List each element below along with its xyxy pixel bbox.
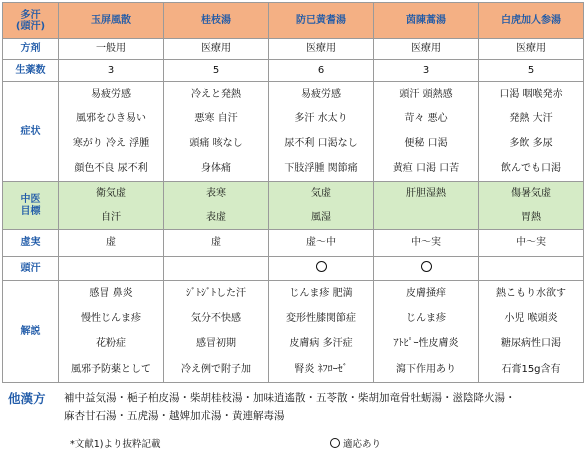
corner-cell [3,3,59,39]
kyojitsu-cell: 中〜実 [479,230,584,257]
kyojitsu-cell: 虚 [164,230,269,257]
shouyakusu-cell: 3 [374,60,479,82]
kaisetsu-line: 瀉下作用あり [396,363,456,375]
header-keishito: 桂枝湯 [164,3,269,39]
kaisetsu-line: 風邪予防薬として [71,363,151,375]
chui-line: 傷暑気虚 [511,188,551,199]
kaisetsu-cell [164,281,269,383]
chui-cell [269,182,374,230]
shoujou-line: 易疲労感 [91,88,131,100]
shoujou-line: 便秘 口渇 [404,138,448,150]
zukan-row [3,257,584,281]
kaisetsu-line: ｼﾞﾄｼﾞﾄした汗 [186,287,246,299]
shoujou-label: 症状 [3,82,59,182]
kaisetsu-line: 皮膚掻痒 [406,287,446,299]
shoujou-line: 多飲 多尿 [509,138,553,150]
kaisetsu-line: 熱こもり水欲す [496,287,566,299]
kaisetsu-line: ｱﾄﾋﾟｰ性皮膚炎 [393,338,459,350]
chui-label [3,182,59,230]
kaisetsu-cell [374,281,479,383]
kyojitsu-row [3,230,584,257]
kaisetsu-line: 石膏15g含有 [501,363,561,375]
shoujou-line: 黄疸 口渇 口苦 [392,162,460,174]
legend-circle-icon [330,438,340,448]
shoujou-line: 冷えと発熱 [191,88,241,100]
shouyakusu-cell: 6 [269,60,374,82]
shoujou-line: 頭汗 頭熱感 [399,88,453,100]
kyojitsu-cell: 虚〜中 [269,230,374,257]
header-boiogito: 防已黄耆湯 [269,3,374,39]
kaisetsu-cell [59,281,164,383]
kaisetsu-label: 解説 [3,281,59,383]
kaisetsu-line: じんま疹 [406,313,446,325]
header-inchinkoto: 茵陳蒿湯 [374,3,479,39]
houzai-cell: 医療用 [269,39,374,60]
houzai-cell: 一般用 [59,39,164,60]
chui-label-line1: 中医 [20,194,41,205]
other-kampo-label: 他漢方 [8,391,46,406]
chui-label-line2: 目標 [20,205,41,217]
kaisetsu-line: 気分不快感 [191,313,241,325]
shoujou-cell [164,82,269,182]
shoujou-cell [269,82,374,182]
corner-line1: 多汗 [20,9,41,21]
kyojitsu-cell: 虚 [59,230,164,257]
shoujou-line: 多汗 水太り [294,113,348,125]
chui-cell [479,182,584,230]
chui-line: 風湿 [311,211,331,223]
kampo-comparison-table [2,2,584,383]
kaisetsu-line: 花粉症 [96,338,126,350]
shoujou-cell [59,82,164,182]
other-kampo-list [64,389,584,425]
applicable-circle-icon [316,261,327,272]
shoujou-line: 頭痛 咳なし [189,138,243,150]
other-kampo-line1: 補中益気湯・梔子柏皮湯・柴胡桂枝湯・加味逍遙散・五苓散・柴胡加竜骨牡蛎湯・滋陰降火湯・ [64,392,516,404]
shoujou-line: 飲んでも口渇 [501,162,561,174]
kaisetsu-line: 変形性膝関節症 [286,313,356,325]
houzai-label: 方剤 [3,39,59,60]
shoujou-line: 口渇 咽喉発赤 [499,88,563,100]
kaisetsu-line: 感冒 鼻炎 [89,287,133,299]
chui-cell [164,182,269,230]
shoujou-line: 顔色不良 尿不利 [74,162,148,174]
zukan-cell [269,257,374,281]
houzai-row [3,39,584,60]
kaisetsu-line: 感冒初期 [196,338,236,350]
zukan-cell [59,257,164,281]
header-row [3,3,584,39]
chui-cell [374,182,479,230]
chui-line: 胃熱 [521,211,541,223]
shoujou-line: 発熱 大汗 [509,113,553,125]
houzai-cell: 医療用 [374,39,479,60]
zukan-label: 頭汗 [3,257,59,281]
houzai-cell: 医療用 [479,39,584,60]
chui-line: 表寒 [206,188,226,199]
chui-cell [59,182,164,230]
legend-text: 適応あり [343,439,382,450]
zukan-cell [479,257,584,281]
kaisetsu-line: じんま疹 肥満 [289,287,353,299]
kaisetsu-line: 冷え例で附子加 [181,363,251,375]
kyojitsu-cell: 中〜実 [374,230,479,257]
kaisetsu-line: 糖尿病性口渇 [501,338,561,350]
kaisetsu-line: 皮膚病 多汗症 [289,338,353,350]
chui-row [3,182,584,230]
other-kampo-line2: 麻杏甘石湯・五虎湯・越婢加朮湯・黄連解毒湯 [64,410,285,422]
shoujou-line: 悪寒 自汗 [194,113,238,125]
shoujou-line: 苛々 悪心 [404,113,448,125]
shouyakusu-row [3,60,584,82]
shouyakusu-cell: 5 [164,60,269,82]
chui-line: 衛気虚 [96,188,126,199]
corner-line2: (頭汗) [15,20,46,32]
source-footnote: *文献1)より抜粋記載 [70,439,161,450]
kyojitsu-label: 虚実 [3,230,59,257]
houzai-cell: 医療用 [164,39,269,60]
shoujou-line: 尿不利 口渇なし [284,138,358,150]
shouyakusu-cell: 3 [59,60,164,82]
kaisetsu-cell [479,281,584,383]
circle-legend [330,436,381,450]
shoujou-line: 下肢浮腫 関節痛 [284,162,358,174]
shoujou-cell [479,82,584,182]
kaisetsu-cell [269,281,374,383]
kaisetsu-line: 小児 喉頭炎 [504,313,558,325]
header-byakkokaninjinto: 白虎加人参湯 [479,3,584,39]
zukan-cell [164,257,269,281]
shoujou-cell [374,82,479,182]
shouyakusu-cell: 5 [479,60,584,82]
shoujou-row [3,82,584,182]
chui-line: 気虚 [311,188,331,199]
shouyakusu-label: 生薬数 [3,60,59,82]
applicable-circle-icon [421,261,432,272]
chui-line: 表虚 [206,211,226,223]
shoujou-line: 易疲労感 [301,88,341,100]
shoujou-line: 風邪をひき易い [76,113,146,125]
chui-line: 自汗 [101,211,121,223]
header-gyokuheifusan: 玉屏風散 [59,3,164,39]
kaisetsu-line: 腎炎 ﾈﾌﾛｰｾﾞ [294,363,348,375]
zukan-cell [374,257,479,281]
shoujou-line: 寒がり 冷え 浮腫 [72,138,150,150]
shoujou-line: 身体痛 [201,162,231,174]
kaisetsu-row [3,281,584,383]
kaisetsu-line: 慢性じんま疹 [81,313,141,325]
chui-line: 肝胆湿熱 [406,188,446,199]
